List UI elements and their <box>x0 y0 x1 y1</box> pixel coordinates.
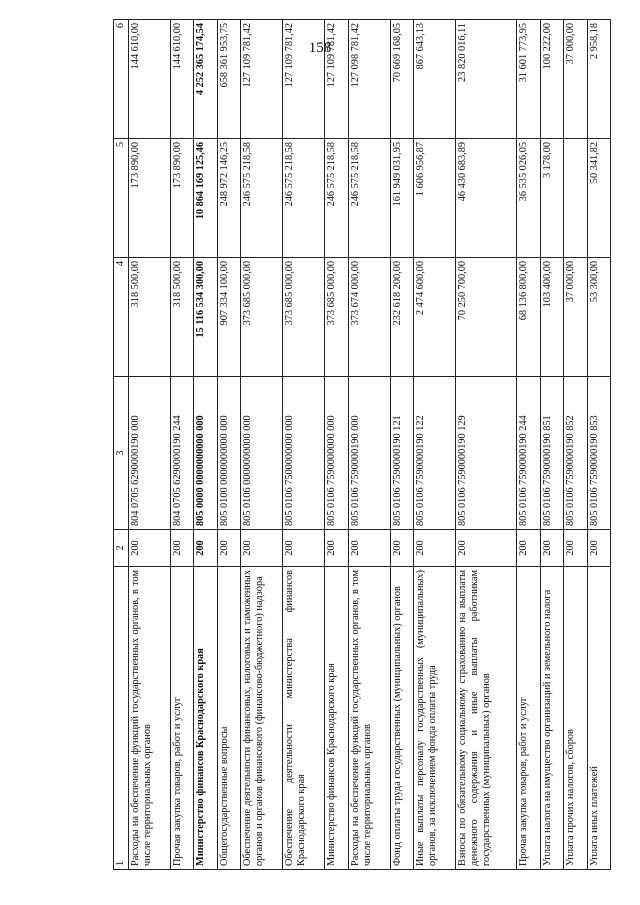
table-cell-name: Министерство финансов Краснодарского края <box>325 567 348 870</box>
table-row <box>348 20 390 870</box>
table-cell-ved: 200 <box>128 530 170 567</box>
table-row <box>390 20 413 870</box>
table-cell-ved: 200 <box>194 530 217 567</box>
table-cell-ved: 200 <box>456 530 517 567</box>
table-cell-ved: 200 <box>517 530 540 567</box>
table-cell-c5: 1 606 956,87 <box>414 139 456 258</box>
table-cell-c6: 127 098 781,42 <box>348 20 390 139</box>
table-cell-c5 <box>564 139 587 258</box>
table-cell-c5: 50 341,82 <box>587 139 610 258</box>
table-cell-code: 805 0106 7590000190 853 <box>587 377 610 530</box>
table-cell-code: 805 0106 7590000190 852 <box>564 377 587 530</box>
table-cell-ved: 200 <box>170 530 193 567</box>
table-cell-c5: 46 430 683,89 <box>456 139 517 258</box>
table-cell-ved: 200 <box>414 530 456 567</box>
table-cell-c4: 68 136 800,00 <box>517 258 540 377</box>
table-row <box>194 20 217 870</box>
table-cell-ved: 200 <box>325 530 348 567</box>
table-cell-c5: 246 575 218,58 <box>241 139 283 258</box>
table-cell-c5: 36 535 026,05 <box>517 139 540 258</box>
table-cell-name: Уплата прочих налогов, сборов <box>564 567 587 870</box>
table-header-row <box>114 20 129 870</box>
table-cell-c6: 23 820 016,11 <box>456 20 517 139</box>
table-cell-name: Уплата налога на имущество организаций и земельного налога <box>540 567 563 870</box>
budget-table <box>113 19 611 870</box>
table-row <box>564 20 587 870</box>
table-row <box>540 20 563 870</box>
table-cell-c6: 100 222,00 <box>540 20 563 139</box>
table-body <box>128 20 610 870</box>
table-cell-c6: 127 109 781,42 <box>283 20 325 139</box>
table-cell-code: 805 0106 7590000190 851 <box>540 377 563 530</box>
table-cell-c5: 246 575 218,58 <box>283 139 325 258</box>
table-cell-ved: 200 <box>587 530 610 567</box>
table-cell-code: 805 0106 7590000190 122 <box>414 377 456 530</box>
table-cell-c5: 248 972 146,25 <box>217 139 240 258</box>
table-cell-c6: 37 000,00 <box>564 20 587 139</box>
table-row <box>241 20 283 870</box>
header-col-1: 1 <box>114 567 129 870</box>
table-cell-name: Министерство финансов Краснодарского края <box>194 567 217 870</box>
table-cell-c4: 2 474 600,00 <box>414 258 456 377</box>
table-cell-c4: 373 685 000,00 <box>283 258 325 377</box>
table-cell-c6: 2 958,18 <box>587 20 610 139</box>
table-cell-name: Прочая закупка товаров, работ и услуг <box>517 567 540 870</box>
table-cell-c5: 246 575 218,58 <box>348 139 390 258</box>
header-col-4: 4 <box>114 258 129 377</box>
header-col-3: 3 <box>114 377 129 530</box>
table-cell-c4: 318 500,00 <box>128 258 170 377</box>
table-cell-name: Иные выплаты персоналу государственных (муниципальных) органов, за исключением фонда оплаты труда <box>414 567 456 870</box>
table-cell-c4: 318 500,00 <box>170 258 193 377</box>
table-cell-name: Фонд оплаты труда государственных (муниципальных) органов <box>390 567 413 870</box>
table-cell-ved: 200 <box>348 530 390 567</box>
table-cell-c4: 70 250 700,00 <box>456 258 517 377</box>
table-cell-code: 805 0106 7590000190 129 <box>456 377 517 530</box>
table-cell-c4: 373 685 000,00 <box>325 258 348 377</box>
table-cell-c5: 173 890,00 <box>128 139 170 258</box>
table-cell-code: 805 0100 0000000000 000 <box>217 377 240 530</box>
table-cell-c6: 127 109 781,42 <box>241 20 283 139</box>
table-cell-c4: 15 116 534 300,00 <box>194 258 217 377</box>
table-cell-c4: 373 674 000,00 <box>348 258 390 377</box>
table-cell-c5: 246 575 218,58 <box>325 139 348 258</box>
header-col-2: 2 <box>114 530 129 567</box>
table-cell-c6: 4 252 365 174,54 <box>194 20 217 139</box>
table-cell-ved: 200 <box>390 530 413 567</box>
table-cell-c6: 658 361 953,75 <box>217 20 240 139</box>
table-cell-ved: 200 <box>540 530 563 567</box>
table-cell-name: Взносы по обязательному социальному страхованию на выплаты денежного содержания и иные выплаты работникам государственных (муниципальных) органов <box>456 567 517 870</box>
table-cell-c4: 37 000,00 <box>564 258 587 377</box>
table-cell-code: 805 0106 7590000000 000 <box>325 377 348 530</box>
table-row <box>283 20 325 870</box>
table-cell-c6: 144 610,00 <box>128 20 170 139</box>
table-cell-ved: 200 <box>283 530 325 567</box>
table-cell-c4: 103 400,00 <box>540 258 563 377</box>
table-cell-code: 805 0106 7500000000 000 <box>283 377 325 530</box>
table-cell-c4: 232 618 200,00 <box>390 258 413 377</box>
table-row <box>325 20 348 870</box>
table-cell-code: 805 0106 0000000000 000 <box>241 377 283 530</box>
table-cell-c6: 31 601 773,95 <box>517 20 540 139</box>
table-cell-name: Расходы на обеспечение функций государственных органов, в том числе территориальных органов <box>348 567 390 870</box>
table-cell-c5: 161 949 031,95 <box>390 139 413 258</box>
table-row <box>128 20 170 870</box>
table-cell-ved: 200 <box>241 530 283 567</box>
page-number: 158 <box>308 40 332 56</box>
table-cell-name: Обеспечение деятельности министерства финансов Краснодарского края <box>283 567 325 870</box>
table-cell-c6: 867 643,13 <box>414 20 456 139</box>
table-row <box>456 20 517 870</box>
table-cell-name: Расходы на обеспечение функций государственных органов, в том числе территориальных органов <box>128 567 170 870</box>
table-cell-ved: 200 <box>217 530 240 567</box>
table-row <box>414 20 456 870</box>
table-cell-c5: 10 864 169 125,46 <box>194 139 217 258</box>
table-cell-code: 805 0106 7590000190 121 <box>390 377 413 530</box>
table-cell-ved: 200 <box>564 530 587 567</box>
table-cell-c6: 144 610,00 <box>170 20 193 139</box>
table-cell-c4: 907 334 100,00 <box>217 258 240 377</box>
header-col-6: 6 <box>114 20 129 139</box>
table-cell-c6: 127 109 781,42 <box>325 20 348 139</box>
table-row <box>517 20 540 870</box>
table-cell-name: Общегосударственные вопросы <box>217 567 240 870</box>
header-col-5: 5 <box>114 139 129 258</box>
table-cell-name: Прочая закупка товаров, работ и услуг <box>170 567 193 870</box>
table-cell-code: 805 0106 7590000190 244 <box>517 377 540 530</box>
table-cell-code: 804 0705 6290000190 000 <box>128 377 170 530</box>
table-cell-c5: 173 890,00 <box>170 139 193 258</box>
table-cell-c4: 53 300,00 <box>587 258 610 377</box>
table-cell-c4: 373 685 000,00 <box>241 258 283 377</box>
table-cell-name: Обеспечение деятельности финансовых, налоговых и таможенных органов и органов финансового (финансово-бюджетного) надзора <box>241 567 283 870</box>
table-cell-code: 805 0106 7590000190 000 <box>348 377 390 530</box>
table-cell-c5: 3 178,00 <box>540 139 563 258</box>
table-row <box>170 20 193 870</box>
table-cell-code: 804 0705 6290000190 244 <box>170 377 193 530</box>
table-cell-code: 805 0000 0000000000 000 <box>194 377 217 530</box>
table-row <box>587 20 610 870</box>
table-row <box>217 20 240 870</box>
table-cell-name: Уплата иных платежей <box>587 567 610 870</box>
table-cell-c6: 70 669 168,05 <box>390 20 413 139</box>
